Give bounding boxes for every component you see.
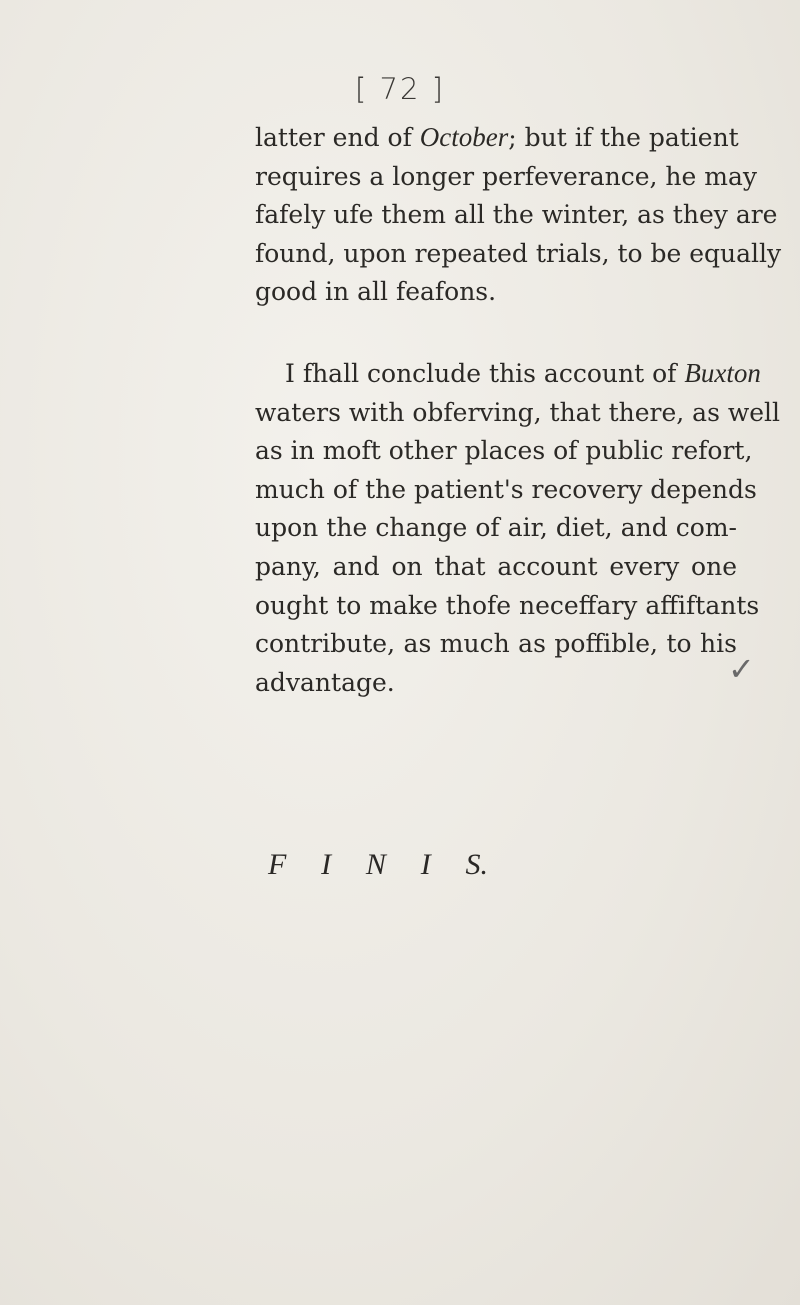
text-line: found, upon repeated trials, to be equally bbox=[255, 238, 782, 268]
finis-letter: S. bbox=[465, 848, 488, 881]
finis-letter: I bbox=[321, 848, 332, 881]
text-line: good in all feafons. bbox=[255, 277, 497, 307]
italic-word: October bbox=[419, 122, 509, 152]
text-line: as in moft other places of public refort, bbox=[255, 436, 753, 466]
text-line: pany, and on that account every one bbox=[255, 551, 737, 581]
text-line: upon the change of air, diet, and com- bbox=[255, 513, 737, 543]
text-line: contribute, as much as poffible, to his bbox=[255, 629, 737, 659]
text-line: latter end of October; but if the patient bbox=[255, 122, 739, 152]
finis-letter: F bbox=[268, 848, 287, 881]
text-line: advantage. bbox=[255, 667, 395, 697]
finis-letter: N bbox=[365, 848, 386, 881]
text-line: much of the patient's recovery depends bbox=[255, 474, 757, 504]
finis-letter: I bbox=[420, 848, 431, 881]
text-line: I fhall conclude this account of Buxton bbox=[285, 357, 761, 388]
text-line: waters with obferving, that there, as well bbox=[255, 397, 781, 427]
body-text bbox=[255, 118, 782, 702]
paragraph-gap bbox=[255, 312, 737, 354]
text-line: ought to make thofe neceffary affiftants bbox=[255, 590, 760, 620]
checkmark-icon: ✓ bbox=[728, 650, 755, 688]
text-line: fafely ufe them all the winter, as they are bbox=[255, 200, 778, 230]
text-line: requires a longer perfeverance, he may bbox=[255, 161, 758, 191]
italic-word: Buxton bbox=[684, 357, 761, 388]
page-number: [ 72 ] bbox=[355, 72, 445, 106]
finis-heading bbox=[268, 848, 488, 882]
